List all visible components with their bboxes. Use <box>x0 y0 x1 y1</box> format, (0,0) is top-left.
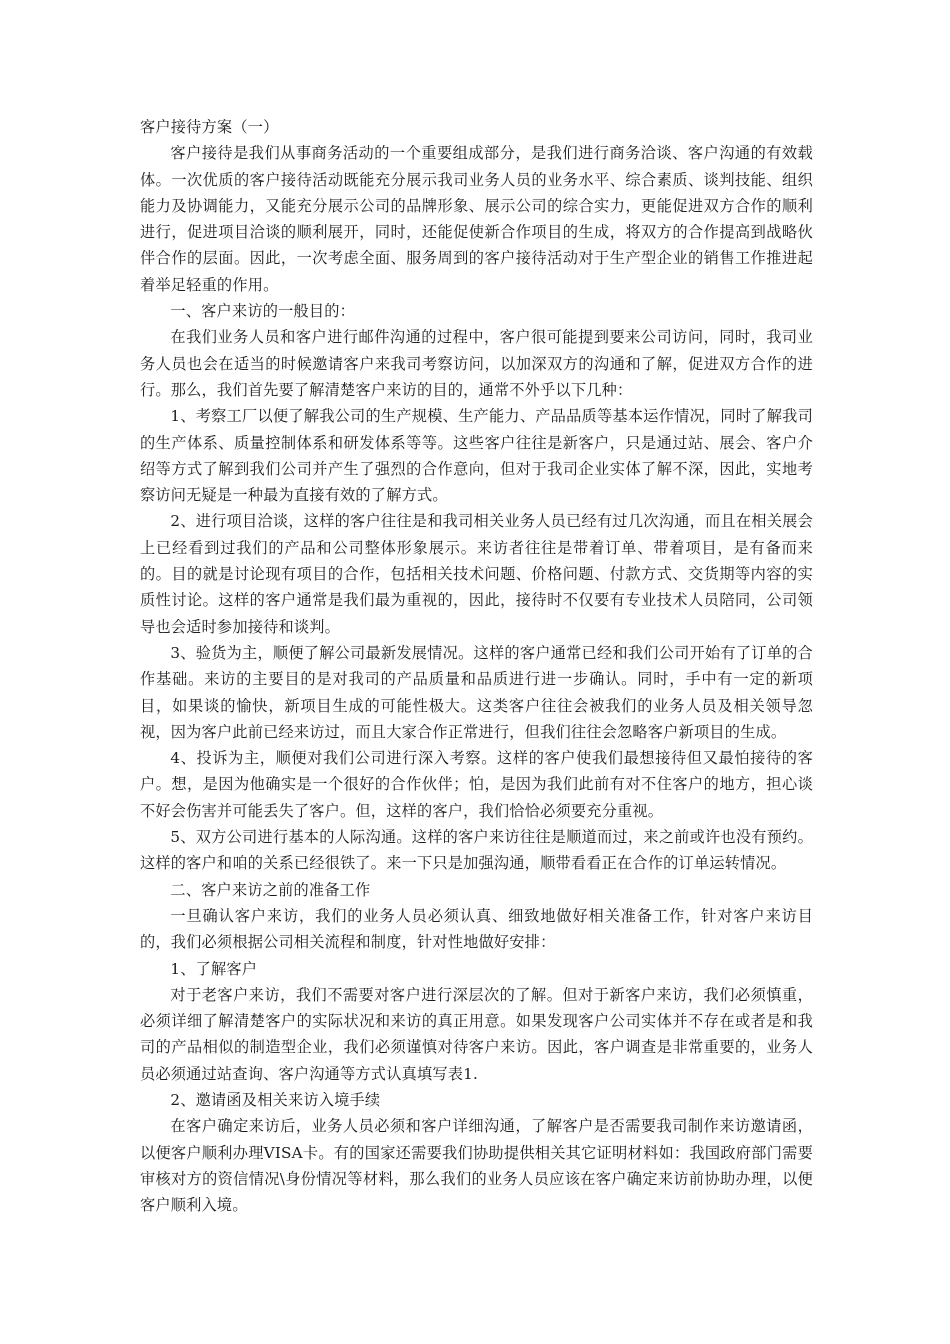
document-title: 客户接待方案（一） <box>140 118 279 136</box>
section1-heading: 一、客户来访的一般目的： <box>170 302 356 321</box>
section2-lead-paragraph: 一旦确认客户来访，我们的业务人员必须认真、细致地做好相关准备工作，针对客户来访目的，我们必须根据公司相关流程和制度，针对性地做好安排： <box>140 906 813 952</box>
section1-item-3: 3、验货为主，顺便了解公司最新发展情况。这样的客户通常已经和我们公司开始有了订单的合作基础。来访的主要目的是对我司的产品质量和品质进行进一步确认。同时，手中有一定的新项目，如果谈的愉快，新项目生成的可能性极大。这类客户往往会被我们的业务人员及相关领导忽视，因为客户此前已经来访过，而且大家合作正常进行，但我们往往会忽略客户新项目的生成。 <box>140 643 813 741</box>
document-page <box>140 114 813 1218</box>
section2-sub1-paragraph: 对于老客户来访，我们不需要对客户进行深层次的了解。但对于新客户来访，我们必须慎重，必须详细了解清楚客户的实际状况和来访的真正用意。如果发现客户公司实体并不存在或者是和我司的产品相似的制造型企业，我们必须谨慎对待客户来访。因此，客户调查是非常重要的，业务人员必须通过站查询、客户沟通等方式认真填写表1. <box>140 985 813 1083</box>
section1-item-2: 2、进行项目洽谈，这样的客户往往是和我司相关业务人员已经有过几次沟通，而且在相关展会上已经看到过我们的产品和公司整体形象展示。来访者往往是带着订单、带着项目，是有备而来的。目的就是讨论现有项目的合作，包括相关技术问题、价格问题、付款方式、交货期等内容的实质性讨论。这样的客户通常是我们最为重视的，因此，接待时不仅要有专业技术人员陪同，公司领导也会适时参加接待和谈判。 <box>140 512 813 636</box>
section2-subheading-2: 2、邀请函及相关来访入境手续 <box>170 1090 381 1109</box>
intro-paragraph: 客户接待是我们从事商务活动的一个重要组成部分，是我们进行商务洽谈、客户沟通的有效载体。一次优质的客户接待活动既能充分展示我司业务人员的业务水平、综合素质、谈判技能、组织能力及协调能力，又能充分展示公司的品牌形象、展示公司的综合实力，更能促进双方合作的顺利进行，促进项目洽谈的顺利展开，同时，还能促使新合作项目的生成，将双方的合作提高到战略伙伴合作的层面。因此，一次考虑全面、服务周到的客户接待活动对于生产型企业的销售工作推进起着举足轻重的作用。 <box>140 144 813 294</box>
section2-sub2-paragraph: 在客户确定来访后，业务人员必须和客户详细沟通，了解客户是否需要我司制作来访邀请函，以便客户顺利办理VISA卡。有的国家还需要我们协助提供相关其它证明材料如：我国政府部门需要审核对方的资信情况\身份情况等材料，那么我们的业务人员应该在客户确定来访前协助办理，以便客户顺利入境。 <box>140 1117 813 1215</box>
section1-item-4: 4、投诉为主，顺便对我们公司进行深入考察。这样的客户使我们最想接待但又最怕接待的客户。想，是因为他确实是一个很好的合作伙伴；怕，是因为我们此前有对不住客户的地方，担心谈不好会伤害并可能丢失了客户。但，这样的客户，我们恰恰必须要充分重视。 <box>140 749 813 820</box>
section1-lead-paragraph: 在我们业务人员和客户进行邮件沟通的过程中，客户很可能提到要来公司访问，同时，我司业务人员也会在适当的时候邀请客户来我司考察访问，以加深双方的沟通和了解，促进双方合作的进行。那么，我们首先要了解清楚客户来访的目的，通常不外乎以下几种： <box>140 328 813 399</box>
section1-item-1: 1、考察工厂以便了解我公司的生产规模、生产能力、产品品质等基本运作情况，同时了解我司的生产体系、质量控制体系和研发体系等等。这些客户往往是新客户，只是通过站、展会、客户介绍等方式了解到我们公司并产生了强烈的合作意向，但对于我司企业实体了解不深，因此，实地考察访问无疑是一种最为直接有效的了解方式。 <box>140 407 813 505</box>
section2-heading: 二、客户来访之前的准备工作 <box>170 880 371 899</box>
section1-item-5: 5、双方公司进行基本的人际沟通。这样的客户来访往往是顺道而过，来之前或许也没有预约。这样的客户和咱的关系已经很铁了。来一下只是加强沟通，顺带看看正在合作的订单运转情况。 <box>140 828 813 873</box>
section2-subheading-1: 1、了解客户 <box>170 959 258 978</box>
